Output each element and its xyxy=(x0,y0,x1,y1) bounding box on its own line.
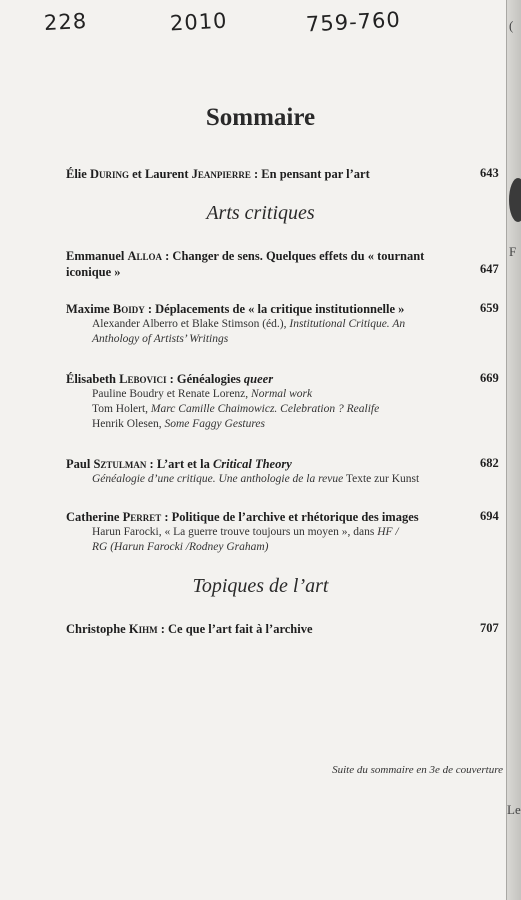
page-number-707: 707 xyxy=(480,621,499,635)
entry-title: : Changer de sens. Quelques effets du « tournant xyxy=(165,249,425,263)
toc-entry-sztulman xyxy=(66,456,470,487)
author-first: Maxime xyxy=(66,302,110,316)
edge-letter-bottom: Le xyxy=(507,802,521,817)
handwritten-note-1: 228 xyxy=(43,8,88,36)
page-number-669: 669 xyxy=(480,371,499,385)
section-heading-arts-critiques: Arts critiques xyxy=(206,202,315,224)
page-number-647: 647 xyxy=(480,262,499,276)
author-last: Boidy xyxy=(112,302,145,316)
section-heading-topiques: Topiques de l’art xyxy=(192,575,329,597)
entry-title-cont: iconique » xyxy=(66,265,121,279)
entry-title: : Déplacements de « la critique institutionnelle » xyxy=(147,302,405,316)
entry-title: : L’art et la xyxy=(149,457,210,471)
reviewed-title: Marc Camille Chaimowicz. Celebration ? Realife xyxy=(150,403,380,415)
entry-title-italic: Critical Theory xyxy=(212,457,292,471)
reviewed-title: Généalogie d’une critique. Une anthologie de la revue xyxy=(92,473,344,485)
author-last: During xyxy=(89,167,129,181)
reviewed-title: HF / xyxy=(377,526,399,538)
reviewed-authors: Tom Holert, xyxy=(92,403,149,415)
entry-title: : Politique de l’archive et rhétorique des images xyxy=(164,510,419,524)
reviewed-journal: Texte zur Kunst xyxy=(345,473,420,485)
toc-entry-kihm xyxy=(66,621,470,637)
reviewed-authors: Pauline Boudry et Renate Lorenz, xyxy=(92,388,249,400)
toc-entry-lebovici xyxy=(66,371,470,432)
reviewed-authors: Henrik Olesen, xyxy=(92,418,162,430)
reviewed-title: Institutional Critique. An xyxy=(289,318,406,330)
reviewed-title-cont: RG (Harun Farocki /Rodney Graham) xyxy=(92,541,269,553)
author2-last: Jeanpierre xyxy=(191,167,251,181)
entry-title: : Ce que l’art fait à l’archive xyxy=(160,622,313,636)
entry-title-italic: queer xyxy=(243,372,274,386)
adjacent-page-edge xyxy=(506,0,521,900)
toc-entry-alloa xyxy=(66,248,470,280)
author-last: Alloa xyxy=(127,249,163,263)
page-number-682: 682 xyxy=(480,456,499,470)
author-join: et Laurent xyxy=(132,167,189,181)
reviewed-authors: Alexander Alberro et Blake Stimson (éd.), xyxy=(92,318,287,330)
edge-letter-mid: F xyxy=(509,244,517,259)
author-last: Sztulman xyxy=(93,457,147,471)
author-first: Paul xyxy=(66,457,91,471)
author-last: Perret xyxy=(122,510,162,524)
page-number-643: 643 xyxy=(480,166,499,180)
entry-title: : Généalogies xyxy=(169,372,241,386)
toc-entry-during xyxy=(66,166,470,182)
page-title: Sommaire xyxy=(205,104,316,131)
reviewed-title: Normal work xyxy=(251,388,313,400)
handwritten-note-3: 759-760 xyxy=(305,7,402,37)
author-first: Élisabeth xyxy=(66,372,117,386)
toc-entry-boidy xyxy=(66,301,470,347)
author-first: Catherine xyxy=(66,510,120,524)
reviewed-work: Harun Farocki, « La guerre trouve toujours un moyen », dans xyxy=(92,526,375,538)
entry-title: : En pensant par l’art xyxy=(254,167,370,181)
reviewed-title-cont: Anthology of Artists’ Writings xyxy=(92,333,229,345)
footer-note: Suite du sommaire en 3e de couverture xyxy=(332,764,503,776)
page-number-694: 694 xyxy=(480,509,499,523)
author-first: Emmanuel xyxy=(66,249,125,263)
author-last: Lebovici xyxy=(119,372,167,386)
author-last: Kihm xyxy=(128,622,158,636)
edge-ink-blob xyxy=(509,178,521,222)
handwritten-note-2: 2010 xyxy=(169,8,229,36)
edge-letter-top: ( xyxy=(509,18,514,33)
page-number-659: 659 xyxy=(480,301,499,315)
reviewed-title: Some Faggy Gestures xyxy=(164,418,265,430)
author-first: Élie xyxy=(66,167,87,181)
toc-entry-perret xyxy=(66,509,470,555)
author-first: Christophe xyxy=(66,622,126,636)
